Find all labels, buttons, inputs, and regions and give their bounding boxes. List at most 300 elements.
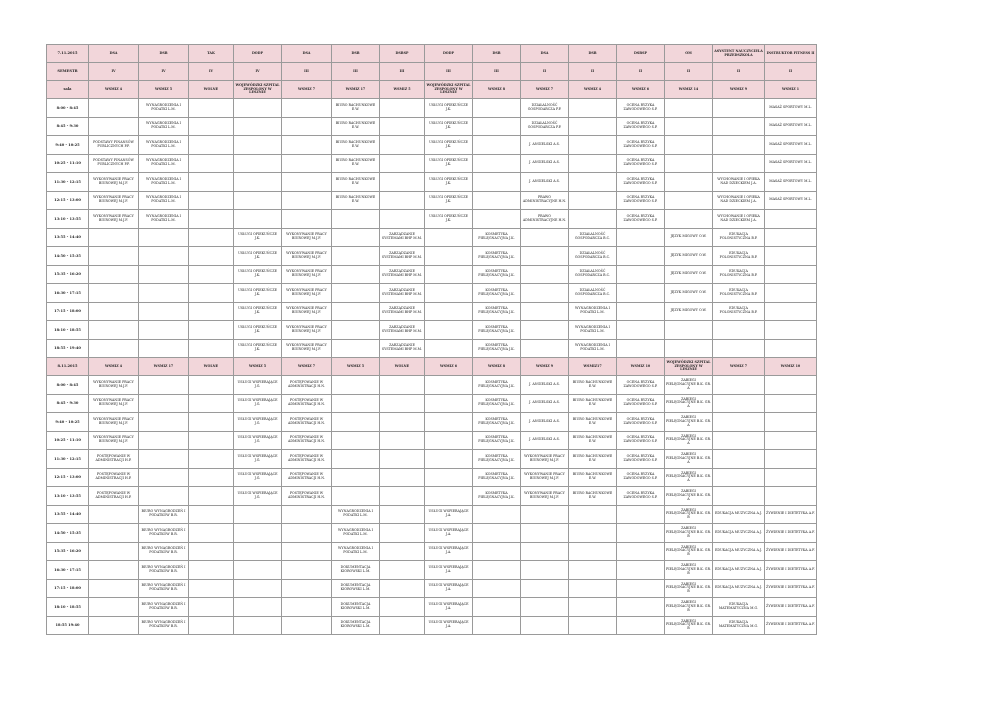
schedule-cell: WYKONYWANIE PRACY BIUROWEJ M.J.F. [282,228,332,247]
schedule-cell: WOJEWÓDZKI SZPITAL ZESPOLONY W LESZNIE [234,81,282,99]
schedule-cell [380,431,425,450]
schedule-cell [189,302,234,321]
schedule-cell [521,616,569,635]
schedule-cell [617,505,665,524]
schedule-cell [473,579,521,598]
schedule-cell: WYKONYWANIE PRACY BIUROWEJ M.J.F. [521,468,569,487]
schedule-cell [189,598,234,617]
row-label-cell: 13:10 - 13:55 [47,210,89,229]
schedule-cell [189,505,234,524]
row-label-cell: 15:35 - 16:20 [47,265,89,284]
schedule-cell: WSMIZ 5 [332,358,380,376]
schedule-cell [617,616,665,635]
schedule-cell: DSB [332,45,380,63]
schedule-cell [713,321,765,340]
schedule-cell [234,616,282,635]
schedule-cell: EDUKACJA POLONISTYCZNA B.P. [713,302,765,321]
schedule-cell [617,321,665,340]
schedule-cell: EDUKACJA MATEMATYCZNA M.G. [713,598,765,617]
schedule-cell [617,542,665,561]
schedule-cell [332,265,380,284]
schedule-cell [765,487,817,506]
schedule-cell: OCENA RYZYKA ZAWODOWEGO S.P. [617,413,665,432]
table-row [47,136,817,155]
schedule-cell [665,117,713,136]
schedule-cell [425,468,473,487]
row-label-cell: 14:50 - 15:35 [47,247,89,266]
schedule-cell: WYKONYWANIE PRACY BIUROWEJ M.J.F. [521,487,569,506]
schedule-cell: IV [234,63,282,81]
day-header-row [47,358,817,376]
table-row [47,487,817,506]
schedule-cell: KOSMETYKA PIELĘGNACYJNA J.K. [473,450,521,469]
schedule-cell: KOSMETYKA PIELĘGNACYJNA J.K. [473,413,521,432]
schedule-cell: ZABIEGI PIELĘGNACYJNE B.K. GR. B [665,561,713,580]
schedule-cell: USŁUGI WSPIERAJĄCE J.G. [234,450,282,469]
schedule-cell [380,542,425,561]
schedule-cell: J. ANGIELSKI A.S. [521,154,569,173]
schedule-cell: II [665,63,713,81]
row-label-cell: 18:55 - 19:40 [47,339,89,358]
schedule-cell [380,154,425,173]
table-row [47,394,817,413]
schedule-cell: WYCHOWANIE I OPIEKA NAD DZIECKIEM J.A. [713,210,765,229]
schedule-cell [282,210,332,229]
schedule-cell: KOSMETYKA PIELĘGNACYJNA J.K. [473,302,521,321]
schedule-cell [713,99,765,118]
schedule-cell: OCENA RYZYKA ZAWODOWEGO S.P. [617,487,665,506]
schedule-cell: J. ANGIELSKI A.S. [521,376,569,395]
schedule-cell [89,321,139,340]
schedule-cell: ZABIEGI PIELĘGNACYJNE B.K. GR. B [665,616,713,635]
schedule-cell: USŁUGI OPIEKUŃCZE J.K. [425,191,473,210]
schedule-cell: BIURO WYNAGRODZEŃ I PODATKÓW B.R. [139,505,189,524]
schedule-cell: WSMIZ 10 [765,358,817,376]
schedule-cell [569,136,617,155]
schedule-cell: WSMIZ 5 [139,81,189,99]
schedule-cell: INSTRUKTOR FITNESS II [765,45,817,63]
schedule-cell [282,117,332,136]
schedule-cell: WSMIZ 8 [473,358,521,376]
schedule-cell [617,561,665,580]
schedule-cell: MASAŻ SPORTOWY M.L. [765,99,817,118]
schedule-cell: ŻYWIENIE I DIETETYKA A.F. [765,505,817,524]
schedule-cell: WYNAGRODZENIA I PODATKI L.M. [332,505,380,524]
schedule-cell [139,431,189,450]
schedule-cell: EDUKACJA POLONISTYCZNA B.P. [713,265,765,284]
table-row [47,173,817,192]
schedule-cell: BIURO WYNAGRODZEŃ I PODATKÓW B.R. [139,542,189,561]
schedule-cell [713,431,765,450]
schedule-cell: POSTĘPOWANIE W ADMINISTRACJI H.P. [89,487,139,506]
row-label-cell: 10:25 - 11:10 [47,154,89,173]
schedule-cell [713,394,765,413]
schedule-cell [569,173,617,192]
schedule-cell: KOSMETYKA PIELĘGNACYJNA J.K. [473,339,521,358]
schedule-cell [139,339,189,358]
row-label-cell: 9:40 - 10:25 [47,413,89,432]
row-label-cell: 17:15 - 18:00 [47,579,89,598]
schedule-cell: WYKONYWANIE PRACY BIUROWEJ M.J.F. [89,173,139,192]
schedule-cell [765,431,817,450]
table-row [47,191,817,210]
schedule-cell: WYKONYWANIE PRACY BIUROWEJ M.J.F. [521,450,569,469]
schedule-cell [713,487,765,506]
schedule-cell [380,394,425,413]
schedule-cell: ŻYWIENIE I DIETETYKA A.F. [765,579,817,598]
row-label-cell: 10:25 - 11:10 [47,431,89,450]
schedule-cell [189,117,234,136]
schedule-cell: EDUKACJA POLONISTYCZNA B.P. [713,228,765,247]
schedule-cell: ZABIEGI PIELĘGNACYJNE B.K. GR. A [665,450,713,469]
schedule-cell [139,321,189,340]
row-label-cell: 8:00 - 8:45 [47,376,89,395]
schedule-cell [765,210,817,229]
schedule-cell [234,99,282,118]
schedule-cell [425,394,473,413]
schedule-cell [189,450,234,469]
schedule-cell: OCENA RYZYKA ZAWODOWEGO S.P. [617,99,665,118]
schedule-cell [189,579,234,598]
schedule-cell: MASAŻ SPORTOWY M.L. [765,154,817,173]
schedule-cell [665,191,713,210]
schedule-cell [189,265,234,284]
schedule-cell [713,468,765,487]
schedule-cell: ŻYWIENIE I DIETETYKA A.F. [765,598,817,617]
schedule-cell [380,376,425,395]
schedule-cell [234,173,282,192]
schedule-cell [380,468,425,487]
schedule-cell: WSMIZ 6 [425,358,473,376]
schedule-cell: KOSMETYKA PIELĘGNACYJNA J.K. [473,468,521,487]
schedule-cell: JĘZYK MIGOWY O.W. [665,247,713,266]
schedule-cell: WSMIZ 7 [521,81,569,99]
schedule-cell: WSMIZ 7 [282,81,332,99]
schedule-cell: WOLNE [189,358,234,376]
schedule-cell [569,210,617,229]
schedule-cell: OCENA RYZYKA ZAWODOWEGO S.P. [617,210,665,229]
schedule-cell: ZABIEGI PIELĘGNACYJNE B.K. GR. A [665,468,713,487]
schedule-cell: USŁUGI OPIEKUŃCZE J.K. [234,247,282,266]
schedule-cell [189,191,234,210]
schedule-cell: BIURO RACHUNKOWE E.W. [332,136,380,155]
schedule-cell [425,487,473,506]
schedule-cell: WYKONYWANIE PRACY BIUROWEJ M.J.F. [282,321,332,340]
schedule-cell [282,524,332,543]
schedule-cell: WSMIZ 5 [234,358,282,376]
schedule-cell: USŁUGI WSPIERAJĄCE J.A. [425,579,473,598]
schedule-cell: WYNAGRODZENIA I PODATKI L.M. [569,302,617,321]
schedule-cell: DSB [473,45,521,63]
schedule-cell [189,524,234,543]
schedule-cell: BIURO RACHUNKOWE E.W. [332,154,380,173]
schedule-cell: WSMIZ 7 [282,358,332,376]
schedule-cell [380,173,425,192]
schedule-cell: WOLNE [380,358,425,376]
schedule-cell: WOJEWÓDZKI SZPITAL ZESPOLONY W LESZNIE [425,81,473,99]
schedule-cell [89,598,139,617]
schedule-cell [473,210,521,229]
schedule-cell [617,598,665,617]
schedule-cell [234,191,282,210]
schedule-cell [473,99,521,118]
schedule-cell: ŻYWIENIE I DIETETYKA A.F. [765,542,817,561]
schedule-cell: USŁUGI WSPIERAJĄCE J.G. [234,468,282,487]
schedule-cell [473,136,521,155]
schedule-cell [189,173,234,192]
schedule-cell: ZARZĄDZANIE SYSTEMAMI BHP M.M. [380,284,425,303]
schedule-cell: WYNAGRODZENIA I PODATKI L.M. [332,524,380,543]
schedule-cell: WYKONYWANIE PRACY BIUROWEJ M.J.F. [282,302,332,321]
schedule-cell [189,228,234,247]
schedule-cell [425,339,473,358]
schedule-cell: II [569,63,617,81]
schedule-cell [189,487,234,506]
schedule-cell: WSMIZ 7 [713,358,765,376]
schedule-cell [617,228,665,247]
schedule-cell: USŁUGI OPIEKUŃCZE J.K. [425,117,473,136]
schedule-cell: KOSMETYKA PIELĘGNACYJNA J.K. [473,394,521,413]
schedule-cell: JĘZYK MIGOWY O.W. [665,265,713,284]
schedule-cell [282,542,332,561]
schedule-cell: WSMIZ 9 [713,81,765,99]
schedule-cell: EDUKACJA MUZYCZNA A.J. [713,542,765,561]
schedule-cell [332,321,380,340]
schedule-cell [425,450,473,469]
schedule-cell: ZARZĄDZANIE SYSTEMAMI BHP M.M. [380,302,425,321]
row-label-cell: 16:30 - 17:15 [47,284,89,303]
schedule-cell [765,468,817,487]
table-row [47,579,817,598]
table-row [47,117,817,136]
schedule-cell [332,413,380,432]
schedule-cell [617,339,665,358]
schedule-cell: KOSMETYKA PIELĘGNACYJNA J.K. [473,284,521,303]
schedule-cell: PODSTAWY FINANSÓW PUBLICZNYCH P.P. [89,136,139,155]
schedule-cell: USŁUGI OPIEKUŃCZE J.K. [234,284,282,303]
schedule-cell: III [282,63,332,81]
schedule-cell [189,542,234,561]
schedule-cell [139,413,189,432]
schedule-cell [380,616,425,635]
schedule-cell [89,265,139,284]
schedule-cell [332,302,380,321]
schedule-cell [425,302,473,321]
schedule-cell [425,321,473,340]
schedule-cell [282,616,332,635]
schedule-cell: POSTĘPOWANIE W ADMINISTRACJI H.P. [89,450,139,469]
schedule-cell: ZARZĄDZANIE SYSTEMAMI BHP M.M. [380,265,425,284]
table-row [47,598,817,617]
schedule-cell [189,321,234,340]
schedule-cell: TAK [189,45,234,63]
schedule-cell [189,284,234,303]
table-row [47,154,817,173]
row-label-cell: 11:30 - 12:15 [47,450,89,469]
row-label-cell: 12:15 - 13:00 [47,468,89,487]
schedule-cell [765,302,817,321]
table-row [47,321,817,340]
schedule-cell [139,265,189,284]
schedule-cell: BIURO RACHUNKOWE E.W. [569,376,617,395]
schedule-cell: WSMIZ 1 [765,81,817,99]
schedule-cell: WYKONYWANIE PRACY BIUROWEJ M.J.F. [89,394,139,413]
schedule-cell [380,524,425,543]
schedule-cell [521,228,569,247]
schedule-cell: BIURO RACHUNKOWE E.W. [569,431,617,450]
schedule-cell [713,117,765,136]
schedule-cell [617,284,665,303]
schedule-cell [89,302,139,321]
schedule-cell [521,579,569,598]
schedule-cell: II [617,63,665,81]
schedule-cell [473,524,521,543]
schedule-cell [380,413,425,432]
schedule-cell: DZIAŁALNOŚĆ GOSPODARCZA P.P. [521,99,569,118]
schedule-cell [89,228,139,247]
schedule-cell [617,247,665,266]
row-label-cell: 13:55 - 14:40 [47,505,89,524]
schedule-cell [332,487,380,506]
schedule-cell [332,228,380,247]
schedule-cell: PRAWO ADMINISTRACYJNE H.N. [521,210,569,229]
schedule-cell [521,302,569,321]
schedule-cell [569,561,617,580]
schedule-cell: POSTĘPOWANIE W ADMINISTRACJI H.N. [282,487,332,506]
schedule-cell: DSBSP [617,45,665,63]
schedule-cell: POSTĘPOWANIE W ADMINISTRACJI H.N. [282,376,332,395]
schedule-cell: OCENA RYZYKA ZAWODOWEGO S.P. [617,173,665,192]
schedule-cell [332,394,380,413]
table-row [47,450,817,469]
schedule-cell: BIURO RACHUNKOWE E.W. [332,173,380,192]
schedule-cell: KOSMETYKA PIELĘGNACYJNA J.K. [473,487,521,506]
schedule-cell: WSMIZ 10 [617,358,665,376]
schedule-cell [380,450,425,469]
schedule-cell [189,431,234,450]
schedule-cell: OCENA RYZYKA ZAWODOWEGO S.P. [617,450,665,469]
schedule-cell: WSMIZ 6 [617,81,665,99]
schedule-cell: USŁUGI WSPIERAJĄCE J.A. [425,524,473,543]
schedule-cell [521,542,569,561]
schedule-cell: III [473,63,521,81]
schedule-cell: ZABIEGI PIELĘGNACYJNE B.K. GR. B [665,505,713,524]
schedule-cell [89,505,139,524]
schedule-cell: III [380,63,425,81]
schedule-cell [521,561,569,580]
schedule-cell [425,284,473,303]
schedule-cell: POSTĘPOWANIE W ADMINISTRACJI H.N. [282,394,332,413]
schedule-cell [139,487,189,506]
schedule-cell: ZARZĄDZANIE SYSTEMAMI BHP M.M. [380,339,425,358]
schedule-cell: WSMIZ 17 [139,358,189,376]
schedule-cell [380,117,425,136]
schedule-cell: DZIAŁALNOŚĆ GOSPODARCZA B.C. [569,228,617,247]
schedule-cell: USŁUGI OPIEKUŃCZE J.K. [425,154,473,173]
row-label-cell: 18:10 - 18:55 [47,321,89,340]
schedule-cell [665,99,713,118]
table-row [47,542,817,561]
schedule-cell: WYNAGRODZENIA I PODATKI L.M. [139,191,189,210]
schedule-cell [189,339,234,358]
schedule-cell: MASAŻ SPORTOWY M.L. [765,117,817,136]
schedule-cell: ZARZĄDZANIE SYSTEMAMI BHP M.M. [380,321,425,340]
schedule-cell [521,505,569,524]
schedule-cell: ZABIEGI PIELĘGNACYJNE B.K. GR. A [665,431,713,450]
row-label-cell: 9:40 - 10:25 [47,136,89,155]
schedule-cell: DOKUMENTACJA KIOROWSKI L.M. [332,579,380,598]
schedule-cell: KOSMETYKA PIELĘGNACYJNA J.K. [473,247,521,266]
schedule-cell: EDUKACJA MUZYCZNA A.J. [713,561,765,580]
schedule-cell [234,598,282,617]
schedule-cell [569,598,617,617]
schedule-cell [713,450,765,469]
schedule-cell: BIURO RACHUNKOWE E.W. [332,191,380,210]
schedule-cell [425,431,473,450]
schedule-cell: IV [89,63,139,81]
table-row [47,284,817,303]
schedule-cell [765,413,817,432]
schedule-cell [189,247,234,266]
schedule-cell: EDUKACJA MUZYCZNA A.J. [713,505,765,524]
schedule-cell [425,228,473,247]
schedule-cell: IV [189,63,234,81]
schedule-cell [569,191,617,210]
schedule-cell: WYKONYWANIE PRACY BIUROWEJ M.J.F. [282,265,332,284]
schedule-cell: POSTĘPOWANIE W ADMINISTRACJI H.N. [282,413,332,432]
schedule-cell [189,376,234,395]
schedule-cell [473,173,521,192]
schedule-cell [234,524,282,543]
schedule-cell: ŻYWIENIE I DIETETYKA A.F. [765,616,817,635]
schedule-cell: DSA [89,45,139,63]
schedule-cell [380,598,425,617]
schedule-cell [282,505,332,524]
schedule-cell: DODP [234,45,282,63]
schedule-cell [569,117,617,136]
schedule-cell [521,247,569,266]
schedule-cell [665,136,713,155]
schedule-cell [521,284,569,303]
row-label-cell: 7.11.2015 [47,45,89,63]
schedule-cell: USŁUGI WSPIERAJĄCE J.G. [234,394,282,413]
schedule-cell: USŁUGI WSPIERAJĄCE J.G. [234,431,282,450]
schedule-cell [234,136,282,155]
schedule-cell: DOKUMENTACJA KIOROWSKI L.M. [332,561,380,580]
schedule-cell: USŁUGI OPIEKUŃCZE J.K. [234,265,282,284]
schedule-cell: BIURO RACHUNKOWE E.W. [332,99,380,118]
schedule-cell: POSTĘPOWANIE W ADMINISTRACJI H.N. [282,450,332,469]
row-label-cell: 8:00 - 8:45 [47,99,89,118]
schedule-cell [139,247,189,266]
schedule-cell: USŁUGI OPIEKUŃCZE J.K. [425,99,473,118]
schedule-cell [89,579,139,598]
schedule-cell: J. ANGIELSKI A.S. [521,431,569,450]
schedule-cell [521,598,569,617]
schedule-cell: WYNAGRODZENIA I PODATKI L.M. [139,117,189,136]
schedule-cell [282,561,332,580]
schedule-cell: MASAŻ SPORTOWY M.L. [765,173,817,192]
table-row [47,616,817,635]
schedule-cell [332,339,380,358]
schedule-cell [189,616,234,635]
schedule-cell: II [521,63,569,81]
schedule-cell: EDUKACJA MUZYCZNA A.J. [713,579,765,598]
schedule-cell [234,542,282,561]
schedule-cell: WYNAGRODZENIA I PODATKI L.M. [332,542,380,561]
schedule-cell [89,99,139,118]
schedule-cell: PRAWO ADMINISTRACYJNE H.N. [521,191,569,210]
